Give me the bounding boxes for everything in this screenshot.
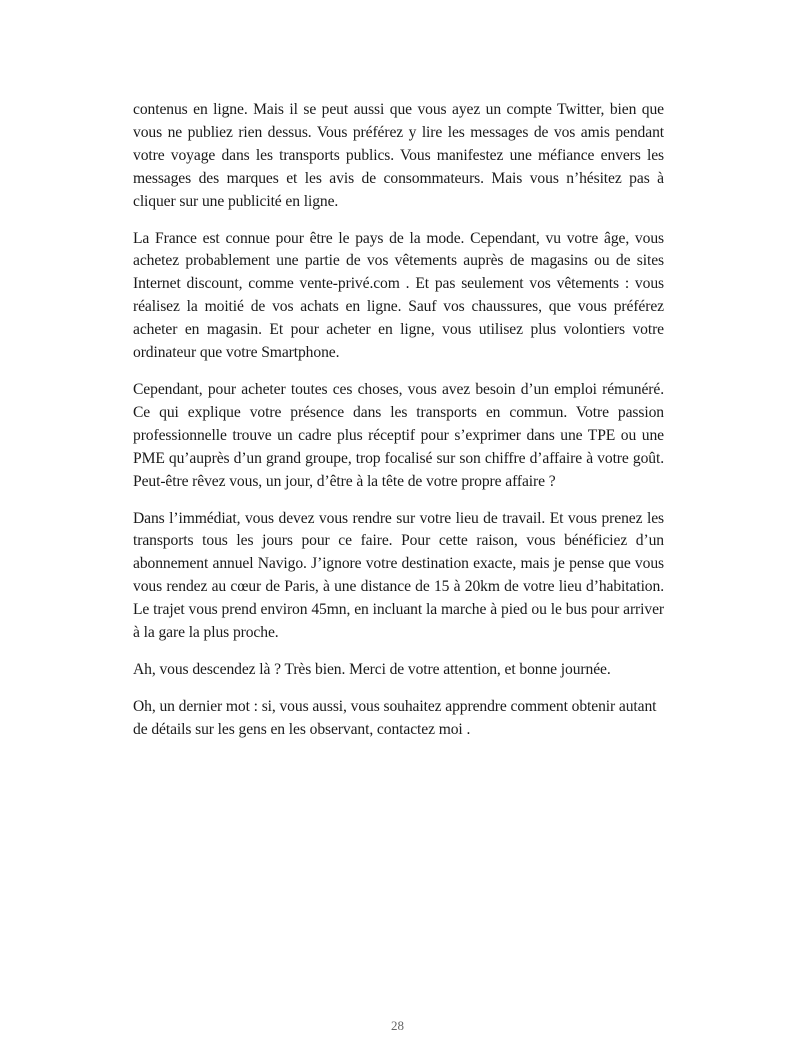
paragraph-commute: Dans l’immédiat, vous devez vous rendre sur votre lieu de travail. Et vous prenez les transports tous les jours pour ce faire. Pour cette raison, vous bénéficiez d’un abonnement annuel Navigo. J’ignore votre destination exacte, mais je pense que vous vous rendez au cœur de Paris, à une distance de 15 à 20km de votre lieu d’habitation. Le trajet vous prend environ 45mn, en incluant la marche à pied ou le bus pour arriver à la gare la plus proche. [133,509,664,642]
page-body [133,99,664,756]
paragraph-social-media: contenus en ligne. Mais il se peut aussi que vous ayez un compte Twitter, bien que vous ne publiez rien dessus. Vous préférez y lire les messages de vos amis pendant votre voyage dans les transports publics. Vous manifestez une méfiance envers les messages des marques et les avis de consommateurs. Mais vous n’hésitez pas à cliquer sur une publicité en ligne. [133,101,664,210]
paragraph-fashion: La France est connue pour être le pays de la mode. Cependant, vu votre âge, vous achetez probablement une partie de vos vêtements auprès de magasins ou de sites Internet discount, comme vente-privé.com . Et pas seulement vos vêtements : vous réalisez la moitié de vos achats en ligne. Sauf vos chaussures, que vous préférez acheter en magasin. Et pour acheter en ligne, vous utilisez plus volontiers votre ordinateur que votre Smartphone. [133,229,664,362]
paragraph-employment: Cependant, pour acheter toutes ces choses, vous avez besoin d’un emploi rémunéré. Ce qui explique votre présence dans les transports en commun. Votre passion professionnelle trouve un cadre plus réceptif pour s’exprimer dans une TPE ou une PME qu’auprès d’un grand groupe, trop focalisé sur son chiffre d’affaire à votre goût. Peut-être rêvez vous, un jour, d’être à la tête de votre propre affaire ? [133,380,664,490]
paragraph-farewell: Ah, vous descendez là ? Très bien. Merci de votre attention, et bonne journée. [133,660,611,678]
paragraph-last-word: Oh, un dernier mot : si, vous aussi, vous souhaitez apprendre comment obtenir autant de détails sur les gens en les observant, contactez moi . [133,697,657,738]
page-number: 28 [391,1018,404,1033]
